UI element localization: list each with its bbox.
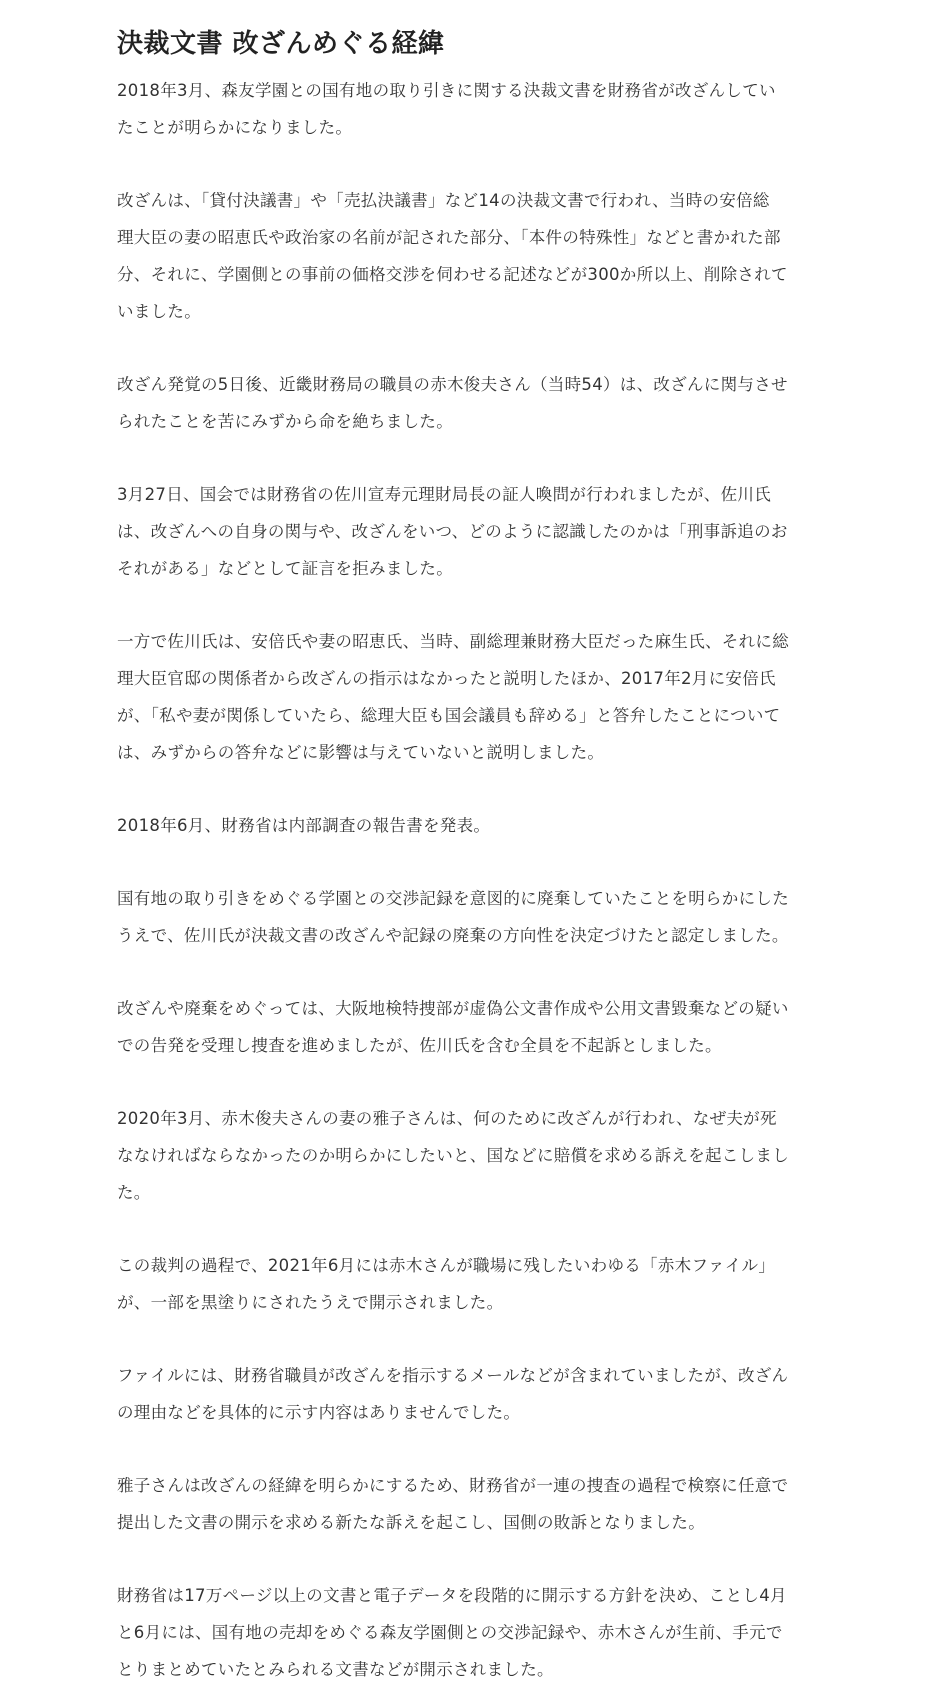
article-paragraph: ファイルには、財務省職員が改ざんを指示するメールなどが含まれていましたが、改ざん の理由などを具体的に示す内容はありませんでした。 <box>117 1366 789 1422</box>
article-paragraph: この裁判の過程で、2021年6月には赤木さんが職場に残したいわゆる「赤木ファイル」 が、一部を黒塗りにされたうえで開示されました。 <box>117 1256 776 1312</box>
article-paragraph: 国有地の取り引きをめぐる学園との交渉記録を意図的に廃棄していたことを明らかにした うえで、佐川氏が決裁文書の改ざんや記録の廃棄の方向性を決定づけたと認定しました。 <box>117 889 789 945</box>
article-paragraph: 2020年3月、赤木俊夫さんの妻の雅子さんは、何のために改ざんが行われ、なぜ夫が死 ななければならなかったのか明らかにしたいと、国などに賠償を求める訴えを起こしまし た。 <box>117 1109 789 1202</box>
article-title: 決裁文書 改ざんめぐる経緯 <box>117 29 445 59</box>
article-body <box>117 0 897 1688</box>
article-paragraph: 2018年6月、財務省は内部調査の報告書を発表。 <box>117 816 491 835</box>
article-paragraph: 改ざんや廃棄をめぐっては、大阪地検特捜部が虚偽公文書作成や公用文書毀棄などの疑い での告発を受理し捜査を進めましたが、佐川氏を含む全員を不起訴としました。 <box>117 999 789 1055</box>
article-paragraph: 2018年3月、森友学園との国有地の取り引きに関する決裁文書を財務省が改ざんしてい たことが明らかになりました。 <box>117 81 776 137</box>
article-paragraph: 改ざんは、「貸付決議書」や「売払決議書」など14の決裁文書で行われ、当時の安倍総 理大臣の妻の昭恵氏や政治家の名前が記された部分、「本件の特殊性」などと書かれた部 分、それに、学園側との事前の価格交渉を伺わせる記述などが300か所以上、削除されて いました。 <box>117 191 788 321</box>
article-paragraph: 一方で佐川氏は、安倍氏や妻の昭恵氏、当時、副総理兼財務大臣だった麻生氏、それに総 理大臣官邸の関係者から改ざんの指示はなかったと説明したほか、2017年2月に安倍氏 が、「私や妻が関係していたら、総理大臣も国会議員も辞める」と答弁したことについて は、みずからの答弁などに影響は与えていないと説明しました。 <box>117 632 789 762</box>
article-paragraph: 改ざん発覚の5日後、近畿財務局の職員の赤木俊夫さん（当時54）は、改ざんに関与させ られたことを苦にみずから命を絶ちました。 <box>117 375 788 431</box>
article-paragraph: 3月27日、国会では財務省の佐川宣寿元理財局長の証人喚問が行われましたが、佐川氏 は、改ざんへの自身の関与や、改ざんをいつ、どのように認識したのかは「刑事訴追のお それがある」などとして証言を拒みました。 <box>117 485 788 578</box>
article-paragraph: 雅子さんは改ざんの経緯を明らかにするため、財務省が一連の捜査の過程で検察に任意で 提出した文書の開示を求める新たな訴えを起こし、国側の敗訴となりました。 <box>117 1476 789 1532</box>
article-paragraph: 財務省は17万ページ以上の文書と電子データを段階的に開示する方針を決め、ことし4月 と6月には、国有地の売却をめぐる森友学園側との交渉記録や、赤木さんが生前、手元で とりまとめていたとみられる文書などが開示されました。 <box>117 1586 787 1679</box>
